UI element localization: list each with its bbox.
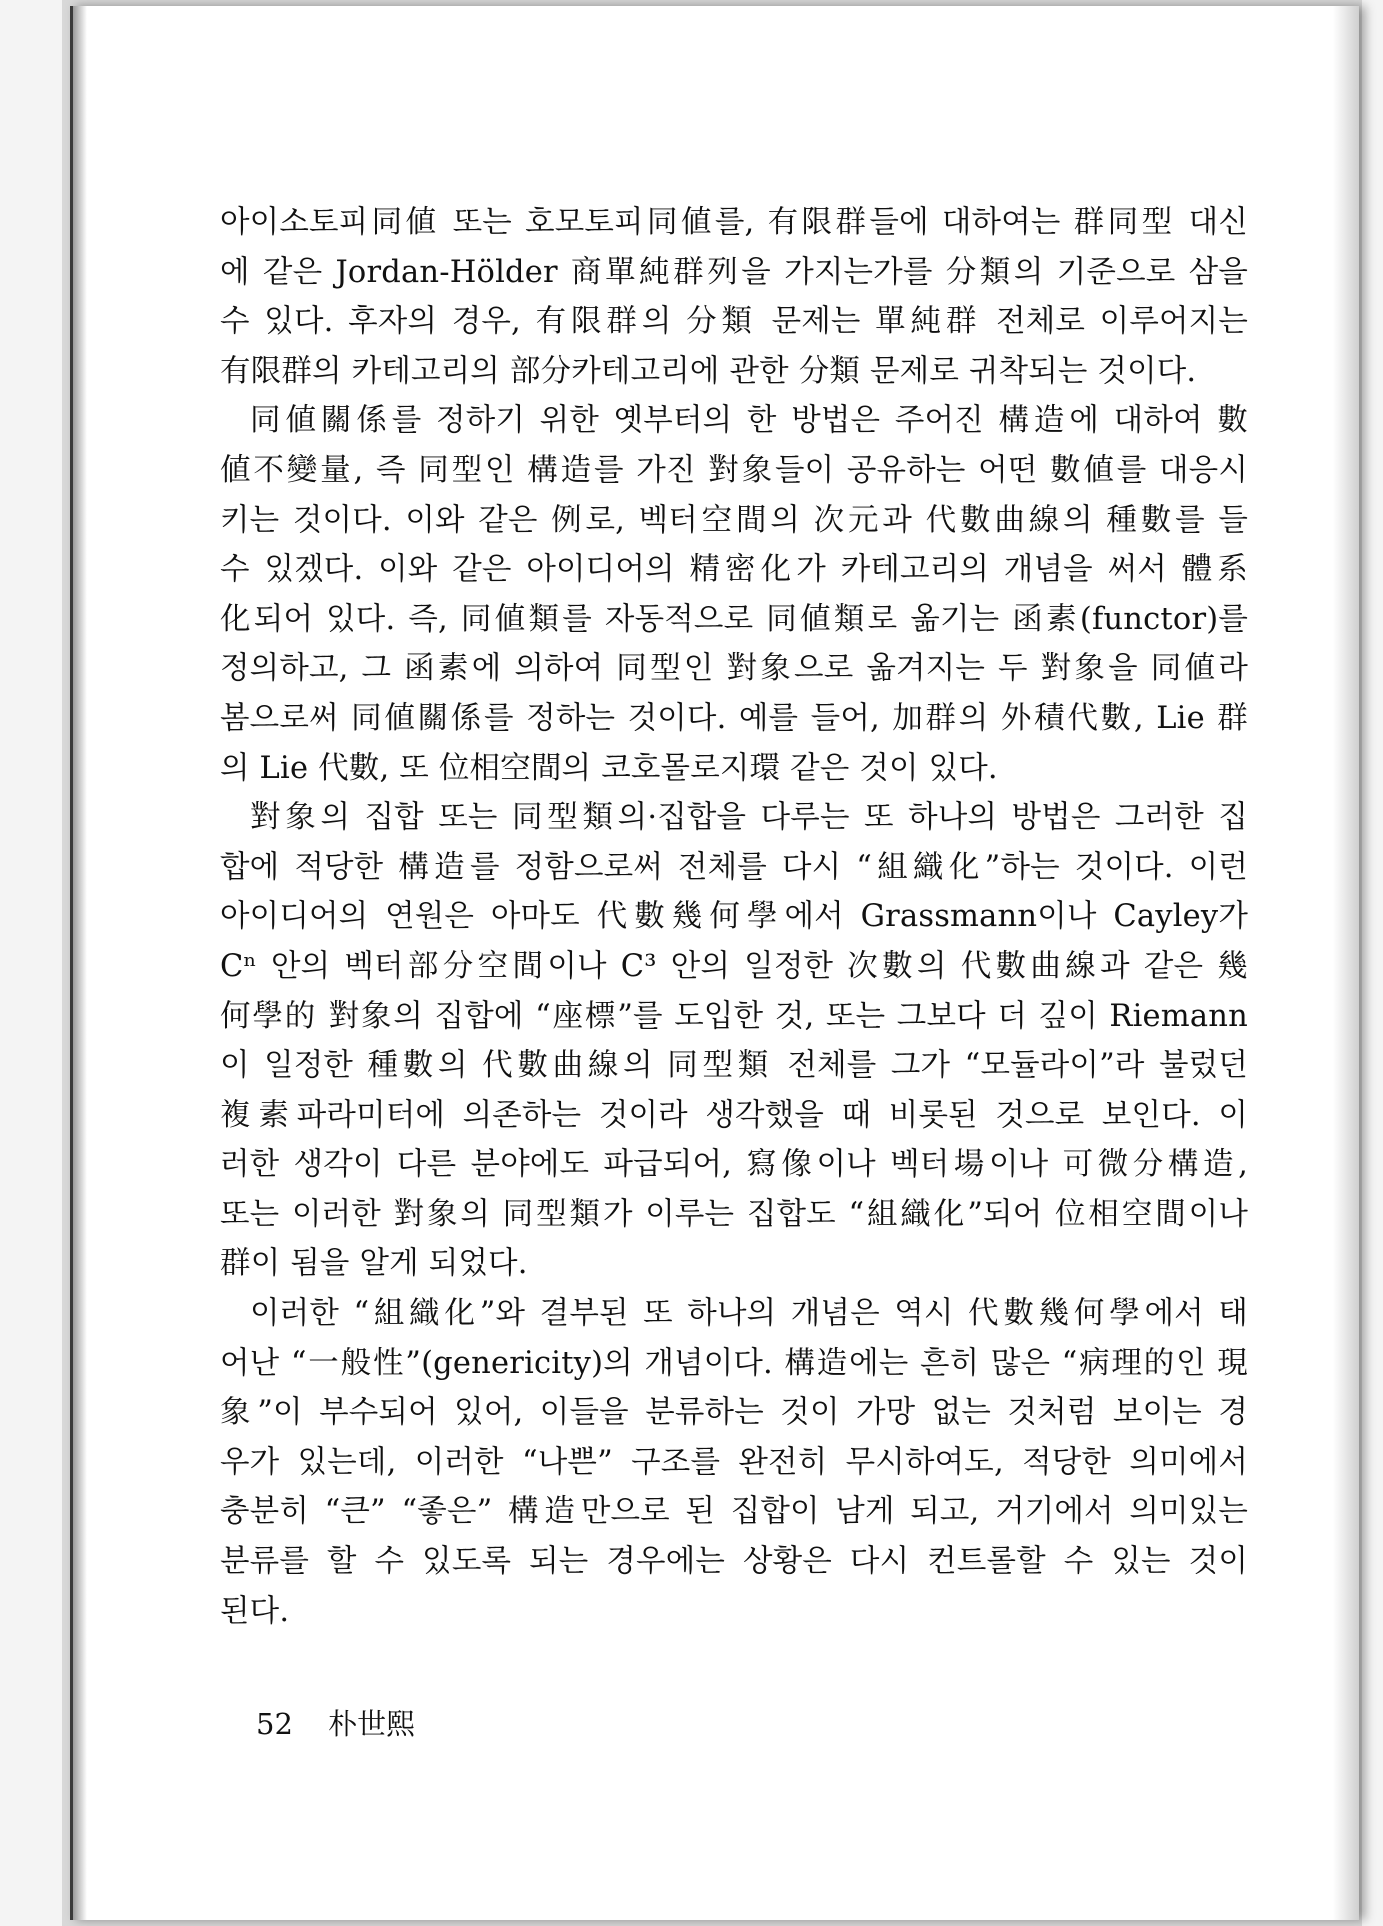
text-line: 된다. <box>220 1593 290 1629</box>
text-line: 値不變量, 즉 同型인 構造를 가진 對象들이 공유하는 어떤 數値를 대응시 <box>220 452 1248 488</box>
text-line: 아이소토피同値 또는 호모토피同値를, 有限群들에 대하여는 群同型 대신 <box>220 205 1248 240</box>
text-line: 同値關係를 정하기 위한 옛부터의 한 방법은 주어진 構造에 대하여 數 <box>250 403 1248 439</box>
text-line: 수 있겠다. 이와 같은 아이디어의 精密化가 카테고리의 개념을 써서 體系 <box>220 552 1248 588</box>
text-line: 또는 이러한 對象의 同型類가 이루는 집합도 “組織化”되어 位相空間이나 <box>220 1196 1248 1232</box>
text-line: Cⁿ 안의 벡터部分空間이나 C³ 안의 일정한 次數의 代數曲線과 같은 幾 <box>220 948 1248 984</box>
text-line: 의 Lie 代數, 또 位相空間의 코호몰로지環 같은 것이 있다. <box>220 750 998 786</box>
text-line: 이러한 “組織化”와 결부된 또 하나의 개념은 역시 代數幾何學에서 태 <box>250 1296 1248 1332</box>
page-footer <box>256 1702 415 1743</box>
page-binding-edge <box>73 6 87 1920</box>
text-line: 複素파라미터에 의존하는 것이라 생각했을 때 비롯된 것으로 보인다. 이 <box>220 1097 1248 1133</box>
text-line: 러한 생각이 다른 분야에도 파급되어, 寫像이나 벡터場이나 可微分構造, <box>220 1147 1248 1183</box>
text-line: 합에 적당한 構造를 정함으로써 전체를 다시 “組織化”하는 것이다. 이런 <box>220 849 1248 885</box>
text-line: 對象의 집합 또는 同型類의·집합을 다루는 또 하나의 방법은 그러한 집 <box>250 800 1248 836</box>
text-line: 何學的 對象의 집합에 “座標”를 도입한 것, 또는 그보다 더 깊이 Riemann <box>220 998 1248 1034</box>
text-line: 정의하고, 그 函素에 의하여 同型인 對象으로 옮겨지는 두 對象을 同値라 <box>220 651 1248 687</box>
text-line: 群이 됨을 알게 되었다. <box>220 1246 528 1282</box>
paragraph <box>220 793 1248 1289</box>
text-line: 수 있다. 후자의 경우, 有限群의 分類 문제는 單純群 전체로 이루어지는 <box>220 304 1248 340</box>
page-number: 52 <box>256 1707 293 1741</box>
text-line: 이 일정한 種數의 代數曲線의 同型類 전체를 그가 “모듈라이”라 불렀던 <box>220 1048 1248 1084</box>
author-name: 朴世熙 <box>328 1707 416 1741</box>
paragraph <box>220 1289 1248 1636</box>
paragraph <box>220 396 1248 793</box>
text-line: 우가 있는데, 이러한 “나쁜” 구조를 완전히 무시하여도, 적당한 의미에서 <box>220 1444 1248 1480</box>
paragraph <box>220 198 1248 396</box>
text-line: 有限群의 카테고리의 部分카테고리에 관한 分類 문제로 귀착되는 것이다. <box>220 353 1197 389</box>
text-line: 키는 것이다. 이와 같은 例로, 벡터空間의 次元과 代數曲線의 種數를 들 <box>220 502 1248 538</box>
text-line: 분류를 할 수 있도록 되는 경우에는 상황은 다시 컨트롤할 수 있는 것이 <box>220 1544 1248 1580</box>
text-line: 아이디어의 연원은 아마도 代數幾何學에서 Grassmann이나 Cayley가 <box>220 899 1248 935</box>
text-line: 어난 “一般性”(genericity)의 개념이다. 構造에는 흔히 많은 “病理的인 現 <box>220 1345 1248 1381</box>
text-line: 에 같은 Jordan-Hölder 商單純群列을 가지는가를 分類의 기준으로 삼을 <box>220 254 1248 290</box>
text-line: 봄으로써 同値關係를 정하는 것이다. 예를 들어, 加群의 外積代數, Lie 群 <box>220 700 1248 736</box>
page-right-edge <box>1333 6 1359 1920</box>
text-line: 化되어 있다. 즉, 同値類를 자동적으로 同値類로 옮기는 函素(functor)를 <box>220 601 1248 637</box>
text-line: 충분히 “큰” “좋은” 構造만으로 된 집합이 남게 되고, 거기에서 의미있는 <box>220 1494 1248 1530</box>
text-line: 象”이 부수되어 있어, 이들을 분류하는 것이 가망 없는 것처럼 보이는 경 <box>220 1395 1248 1431</box>
body-text <box>220 198 1248 1636</box>
